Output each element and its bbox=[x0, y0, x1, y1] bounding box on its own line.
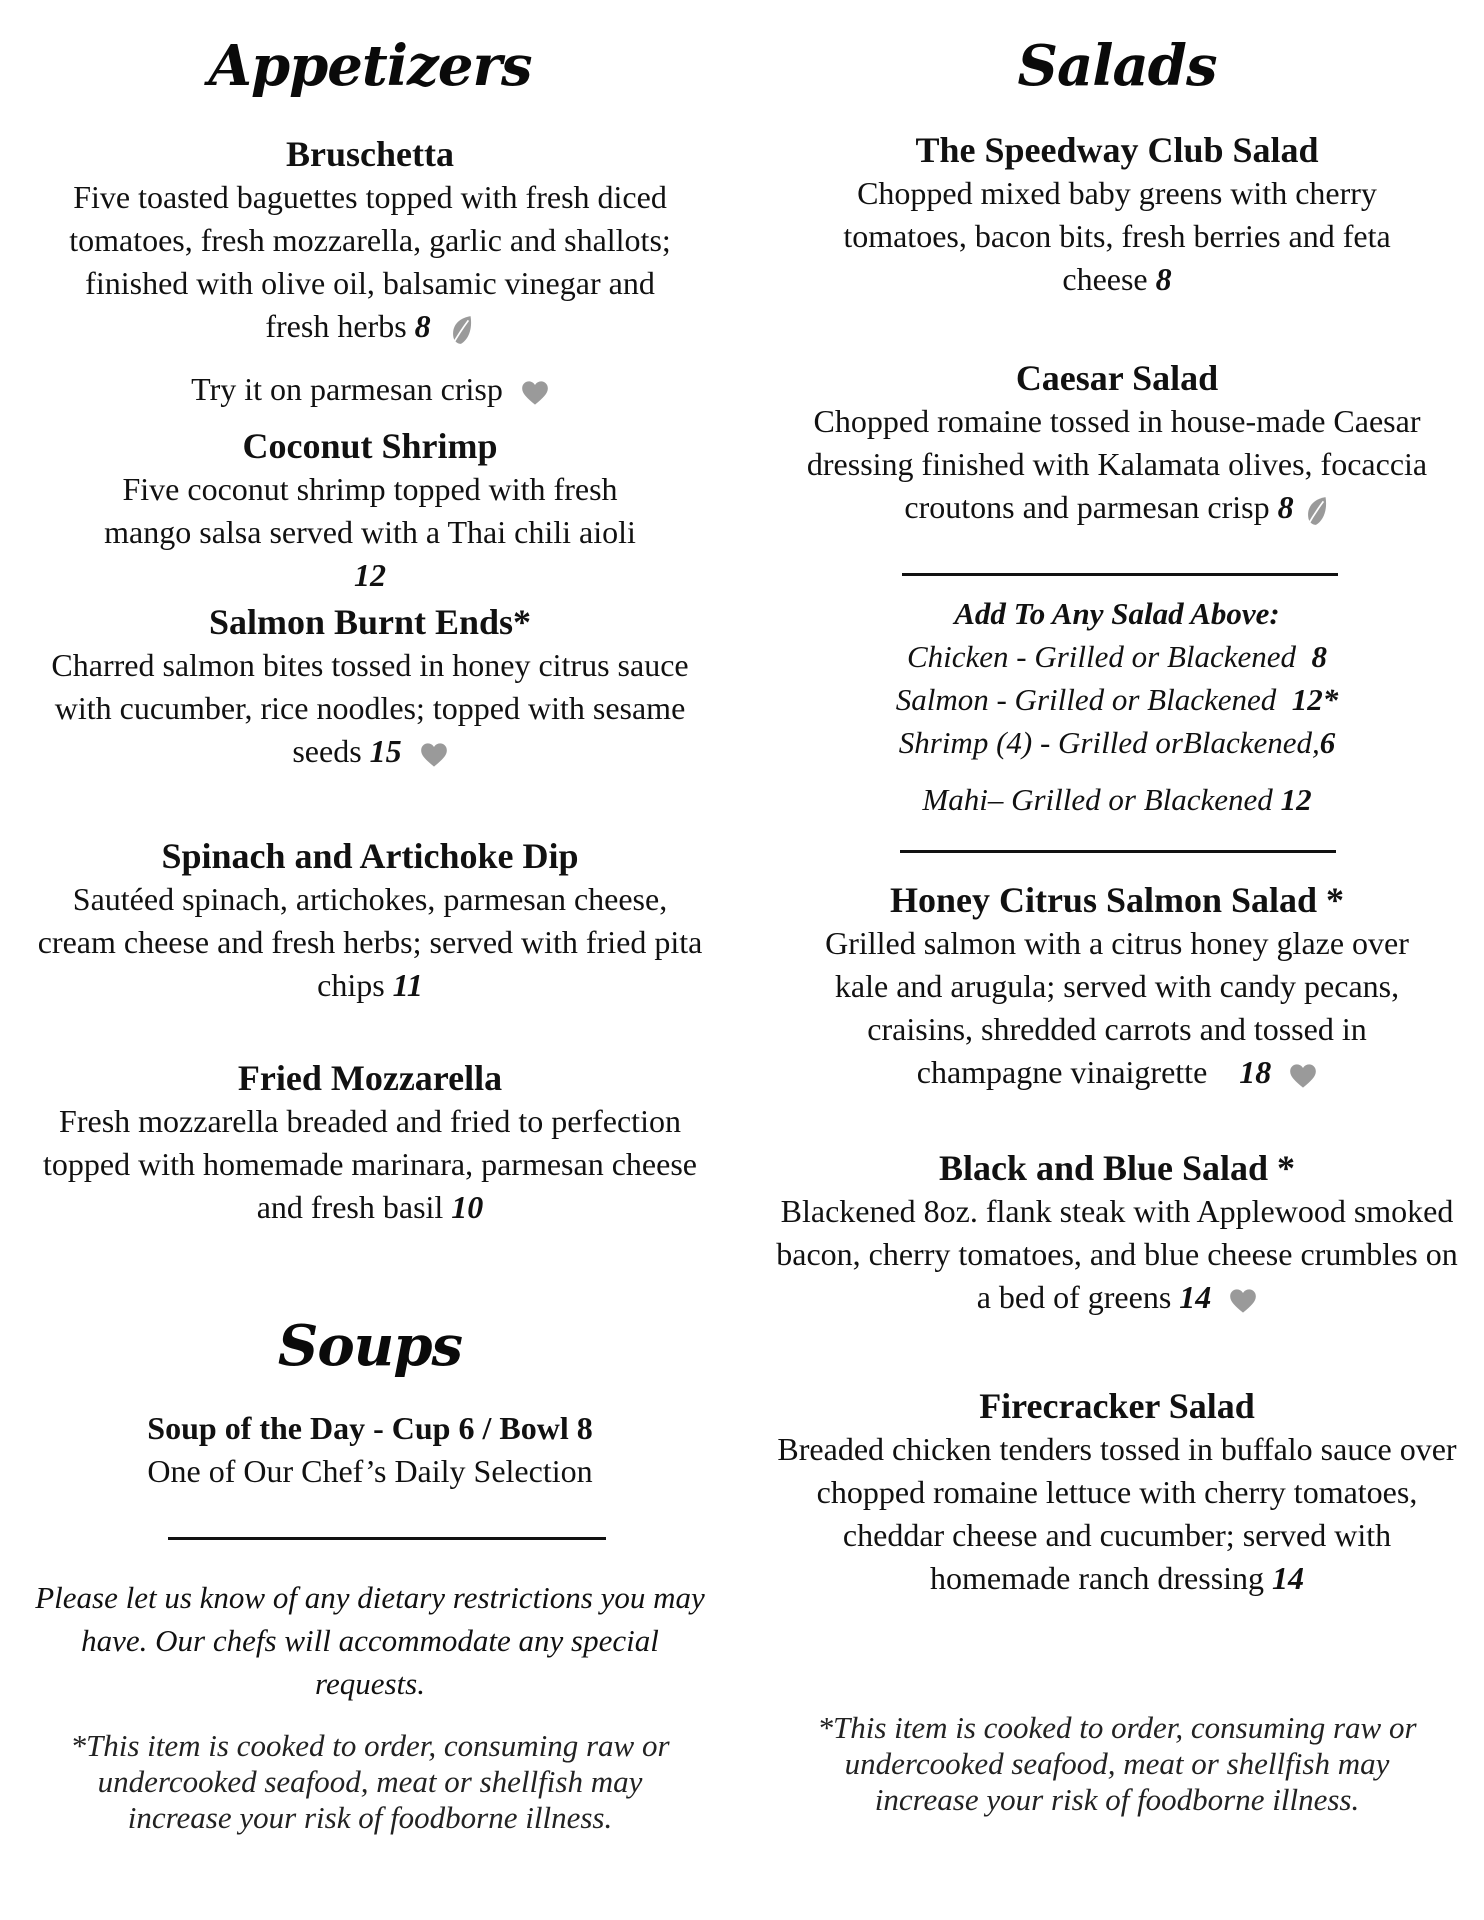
item-description bbox=[20, 1100, 720, 1229]
item-description bbox=[770, 1428, 1464, 1600]
disclaimer-left: *This item is cooked to order, consuming raw or undercooked seafood, meat or shellfish may increase your risk of foodborne illness. bbox=[70, 1728, 670, 1835]
divider bbox=[900, 850, 1336, 853]
menu-item-firecracker-salad bbox=[770, 1384, 1464, 1600]
item-price: 8 bbox=[1277, 489, 1294, 525]
menu-item-soup-of-the-day bbox=[20, 1406, 720, 1493]
item-price: 14 bbox=[1179, 1279, 1212, 1315]
item-description bbox=[770, 1190, 1464, 1319]
item-title: The Speedway Club Salad bbox=[915, 130, 1319, 170]
item-price: 10 bbox=[451, 1189, 484, 1225]
addon-price: 8 bbox=[1311, 639, 1328, 674]
addons-title: Add To Any Salad Above: bbox=[954, 596, 1280, 631]
addon-line-salmon bbox=[770, 678, 1464, 721]
item-title: Soup of the Day - Cup 6 / Bowl 8 bbox=[147, 1410, 593, 1446]
item-description bbox=[20, 644, 720, 773]
menu-item-coconut-shrimp bbox=[20, 424, 720, 597]
item-desc-text: Grilled salmon with a citrus honey glaze over kale and arugula; served with candy pecans, craisins, shredded carrots and tossed in champagne vinaigrette bbox=[825, 925, 1409, 1090]
item-desc-text: Fresh mozzarella breaded and fried to perfection topped with homemade marinara, parmesan cheese and fresh basil bbox=[43, 1103, 697, 1225]
addon-text: Shrimp (4) - Grilled orBlackened, bbox=[898, 725, 1320, 760]
addon-price: 12* bbox=[1291, 682, 1339, 717]
item-title: Caesar Salad bbox=[1015, 358, 1219, 398]
parmesan-crisp-note bbox=[20, 368, 720, 411]
disclaimer-right: *This item is cooked to order, consuming raw or undercooked seafood, meat or shellfish may increase your risk of foodborne illness. bbox=[817, 1710, 1417, 1817]
addon-text: Salmon - Grilled or Blackened bbox=[895, 682, 1277, 717]
item-price: 8 bbox=[414, 308, 431, 344]
menu-item-speedway-club-salad bbox=[770, 128, 1464, 301]
item-description: One of Our Chef’s Daily Selection bbox=[147, 1453, 593, 1489]
item-title: Firecracker Salad bbox=[979, 1386, 1255, 1426]
item-title: Bruschetta bbox=[286, 134, 454, 174]
item-description bbox=[770, 172, 1464, 301]
item-description bbox=[20, 468, 720, 597]
addon-price: 12 bbox=[1280, 782, 1312, 817]
addon-line-chicken bbox=[770, 635, 1464, 678]
heart-icon bbox=[1289, 1063, 1317, 1089]
menu-item-fried-mozzarella bbox=[20, 1056, 720, 1229]
item-title: Coconut Shrimp bbox=[242, 426, 498, 466]
item-title: Fried Mozzarella bbox=[237, 1058, 503, 1098]
item-title: Black and Blue Salad * bbox=[938, 1148, 1296, 1188]
item-price: 8 bbox=[1155, 261, 1172, 297]
heart-icon bbox=[420, 742, 448, 768]
menu-item-honey-citrus-salmon-salad bbox=[770, 878, 1464, 1094]
item-desc-text: Blackened 8oz. flank steak with Applewood smoked bacon, cherry tomatoes, and blue cheese crumbles on a bed of greens bbox=[776, 1193, 1458, 1315]
item-price: 12 bbox=[354, 557, 386, 593]
item-price: 11 bbox=[392, 967, 423, 1003]
salads-heading: Salads bbox=[1017, 33, 1217, 99]
addon-line-shrimp bbox=[770, 721, 1464, 764]
addon-price: 6 bbox=[1319, 725, 1336, 760]
leaf-icon bbox=[1304, 495, 1330, 527]
item-title: Salmon Burnt Ends* bbox=[208, 602, 532, 642]
item-description bbox=[20, 176, 720, 348]
item-description bbox=[20, 878, 720, 1007]
leaf-icon bbox=[449, 314, 475, 346]
item-desc-text: Charred salmon bites tossed in honey citrus sauce with cucumber, rice noodles; topped with sesame seeds bbox=[51, 647, 689, 769]
item-desc-text: Chopped mixed baby greens with cherry tomatoes, bacon bits, fresh berries and feta cheese bbox=[843, 175, 1391, 297]
menu-item-spinach-artichoke-dip bbox=[20, 834, 720, 1007]
addon-text: Chicken - Grilled or Blackened bbox=[906, 639, 1297, 674]
soups-heading: Soups bbox=[277, 1313, 463, 1379]
item-desc-text: Try it on parmesan crisp bbox=[191, 371, 503, 407]
menu-item-salmon-burnt-ends bbox=[20, 600, 720, 773]
heart-icon bbox=[521, 380, 549, 406]
divider bbox=[168, 1537, 606, 1540]
item-desc-text: Breaded chicken tenders tossed in buffalo sauce over chopped romaine lettuce with cherry tomatoes, cheddar cheese and cucumber; served with homemade ranch dressing bbox=[777, 1431, 1457, 1596]
menu-item-caesar-salad bbox=[770, 356, 1464, 529]
item-price: 18 bbox=[1239, 1054, 1272, 1090]
divider bbox=[902, 573, 1338, 576]
appetizers-heading: Appetizers bbox=[208, 33, 532, 99]
menu-item-black-and-blue-salad bbox=[770, 1146, 1464, 1319]
item-title: Spinach and Artichoke Dip bbox=[161, 836, 579, 876]
item-price: 15 bbox=[369, 733, 402, 769]
dietary-note: Please let us know of any dietary restrictions you may have. Our chefs will accommodate any special requests. bbox=[35, 1580, 705, 1701]
menu-item-bruschetta bbox=[20, 132, 720, 348]
item-title: Honey Citrus Salmon Salad * bbox=[889, 880, 1345, 920]
item-description bbox=[770, 400, 1464, 529]
item-desc-text: Five coconut shrimp topped with fresh mango salsa served with a Thai chili aioli bbox=[104, 471, 636, 550]
addon-text: Mahi– Grilled or Blackened bbox=[922, 782, 1273, 817]
item-desc-text: Sautéed spinach, artichokes, parmesan cheese, cream cheese and fresh herbs; served with fried pita chips bbox=[37, 881, 703, 1003]
heart-icon bbox=[1229, 1288, 1257, 1314]
addon-line-mahi bbox=[770, 778, 1464, 821]
item-description bbox=[770, 922, 1464, 1094]
item-price: 14 bbox=[1272, 1560, 1305, 1596]
item-desc-text: Five toasted baguettes topped with fresh diced tomatoes, fresh mozzarella, garlic and shallots; finished with olive oil, balsamic vinegar and fresh herbs bbox=[69, 179, 671, 344]
item-desc-text: Chopped romaine tossed in house-made Caesar dressing finished with Kalamata olives, focaccia croutons and parmesan crisp bbox=[806, 403, 1428, 525]
